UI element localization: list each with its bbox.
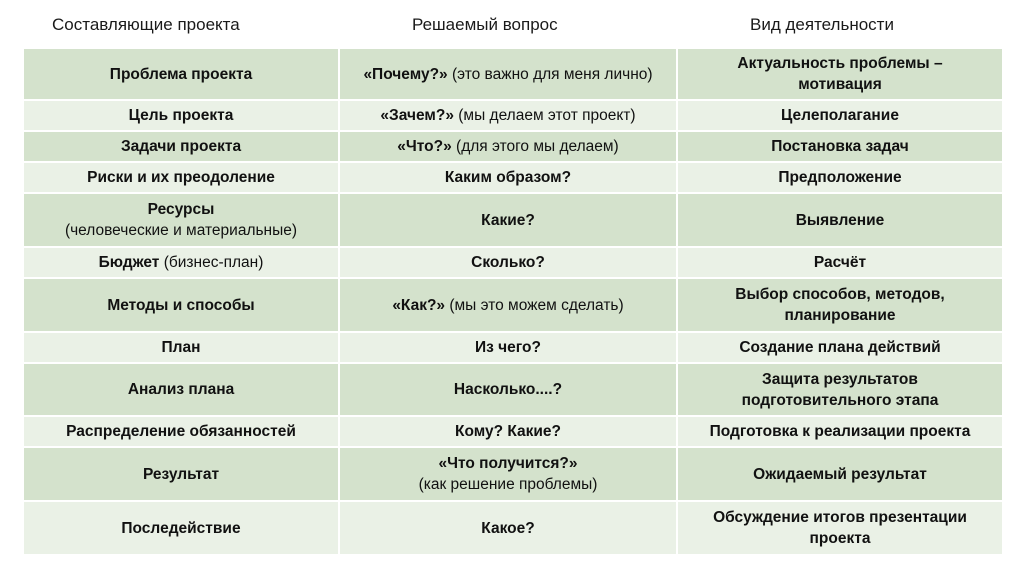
header-components: Составляющие проекта: [52, 15, 240, 34]
question-main: Кому? Какие?: [454, 423, 562, 440]
project-table: [22, 47, 1004, 556]
table-row: [23, 247, 1003, 278]
question-sub: (мы это можем сделать): [445, 296, 624, 314]
component-main: Проблема проекта: [109, 65, 253, 83]
activity-line1: Обсуждение итогов презентации: [713, 509, 967, 526]
component-sub: (человеческие и материальные): [64, 222, 298, 239]
question-cell: [339, 131, 677, 162]
question-main: Из чего?: [475, 339, 541, 356]
question-sub: (для этого мы делаем): [451, 138, 619, 155]
activity-line1: Выбор способов, методов,: [735, 286, 945, 303]
activity-line1: Защита результатов: [762, 370, 918, 388]
component-main: Результат: [142, 465, 220, 483]
question-main: «Что?»: [397, 138, 452, 155]
table-row: [23, 278, 1003, 332]
table-row: [23, 332, 1003, 363]
activity-cell: [677, 278, 1003, 332]
activity-line2: проекта: [809, 530, 871, 547]
question-cell: [339, 501, 677, 555]
component-cell: [23, 416, 339, 447]
table-row: [23, 416, 1003, 447]
component-main: Распределение обязанностей: [66, 423, 296, 440]
component-main: Цель проекта: [128, 107, 234, 124]
activity-cell: [677, 162, 1003, 193]
activity-line1: Постановка задач: [771, 138, 909, 155]
activity-line1: Создание плана действий: [739, 339, 941, 356]
table-row: [23, 162, 1003, 193]
activity-line1: Ожидаемый результат: [753, 465, 927, 483]
component-main: Ресурсы: [147, 201, 215, 218]
component-main: Последействие: [121, 519, 241, 537]
question-main: «Как?»: [392, 296, 446, 314]
question-main: Какое?: [481, 519, 535, 537]
activity-cell: [677, 131, 1003, 162]
component-cell: [23, 193, 339, 247]
activity-line1: Целеполагание: [781, 107, 899, 124]
component-cell: [23, 363, 339, 416]
activity-cell: [677, 100, 1003, 131]
table-row: [23, 501, 1003, 555]
component-main: Бюджет: [98, 254, 160, 271]
activity-line2: планирование: [784, 307, 896, 324]
activity-line2: мотивация: [798, 76, 882, 93]
activity-line1: Подготовка к реализации проекта: [709, 423, 971, 440]
activity-cell: [677, 48, 1003, 100]
table-row: [23, 131, 1003, 162]
table-row: [23, 48, 1003, 100]
question-cell: [339, 48, 677, 100]
activity-cell: [677, 447, 1003, 501]
component-main: Методы и способы: [107, 296, 255, 314]
activity-line1: Расчёт: [813, 254, 867, 271]
component-sub: (бизнес-план): [159, 254, 264, 271]
question-cell: [339, 100, 677, 131]
question-cell: [339, 332, 677, 363]
question-cell: [339, 363, 677, 416]
question-main: Какие?: [481, 211, 535, 229]
activity-line1: Актуальность проблемы –: [737, 55, 943, 72]
question-main: «Зачем?»: [380, 107, 454, 124]
table-row: [23, 193, 1003, 247]
column-headers: [22, 10, 1002, 40]
question-cell: [339, 416, 677, 447]
question-sub: (как решение проблемы): [418, 476, 598, 493]
header-question: Решаемый вопрос: [412, 15, 558, 34]
activity-cell: [677, 247, 1003, 278]
component-cell: [23, 332, 339, 363]
table-row: [23, 447, 1003, 501]
component-main: Анализ плана: [127, 381, 235, 398]
table-row: [23, 363, 1003, 416]
question-cell: [339, 447, 677, 501]
question-main: Насколько....?: [453, 381, 563, 398]
component-cell: [23, 247, 339, 278]
question-main: «Что получится?»: [438, 455, 578, 472]
activity-cell: [677, 501, 1003, 555]
table-row: [23, 100, 1003, 131]
component-cell: [23, 501, 339, 555]
question-cell: [339, 193, 677, 247]
component-cell: [23, 48, 339, 100]
activity-line1: Предположение: [778, 169, 902, 186]
question-cell: [339, 278, 677, 332]
question-main: Сколько?: [471, 254, 545, 271]
component-main: Риски и их преодоление: [87, 169, 275, 186]
activity-cell: [677, 416, 1003, 447]
component-cell: [23, 278, 339, 332]
component-main: План: [161, 339, 201, 356]
component-main: Задачи проекта: [120, 138, 242, 155]
activity-cell: [677, 332, 1003, 363]
component-cell: [23, 100, 339, 131]
component-cell: [23, 447, 339, 501]
header-activity: Вид деятельности: [750, 15, 894, 34]
question-sub: (это важно для меня лично): [447, 65, 653, 83]
question-main: «Почему?»: [363, 65, 448, 83]
component-cell: [23, 162, 339, 193]
activity-cell: [677, 363, 1003, 416]
component-cell: [23, 131, 339, 162]
question-cell: [339, 247, 677, 278]
question-main: Каким образом?: [444, 169, 572, 186]
activity-line2: подготовительного этапа: [741, 391, 939, 409]
activity-cell: [677, 193, 1003, 247]
activity-line1: Выявление: [795, 211, 885, 229]
question-sub: (мы делаем этот проект): [453, 107, 636, 124]
question-cell: [339, 162, 677, 193]
